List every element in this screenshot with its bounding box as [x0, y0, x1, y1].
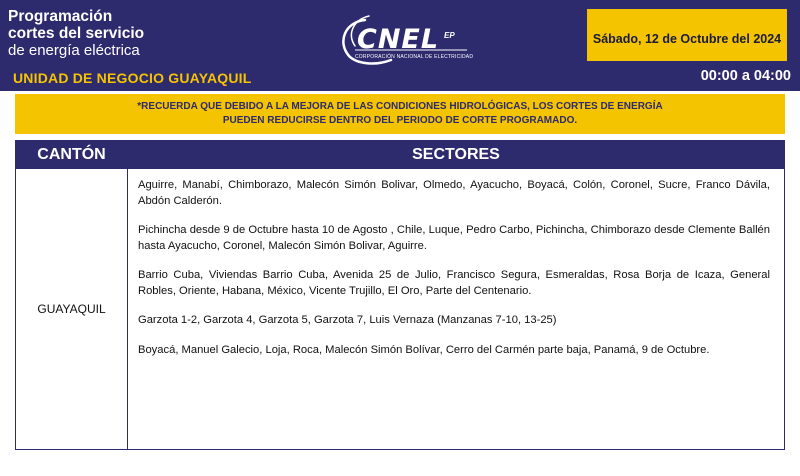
header-canton: CANTÓN: [37, 146, 106, 163]
cnel-logo: [335, 12, 475, 72]
sectores-cell: [138, 178, 770, 372]
notice-banner: [15, 94, 785, 134]
page-title: [8, 8, 144, 59]
business-unit-label: UNIDAD DE NEGOCIO GUAYAQUIL: [13, 70, 252, 86]
canton-cell: GUAYAQUIL: [37, 302, 106, 316]
notice-line-1: *RECUERDA QUE DEBIDO A LA MEJORA DE LAS CONDICIONES HIDROLÓGICAS, LOS CORTES DE ENERGÍA: [137, 101, 663, 112]
logo-suffix-text: EP: [444, 31, 455, 40]
logo-brand-text: CNEL: [357, 24, 440, 55]
table-header-row: [16, 141, 784, 169]
sector-list-item: Pichincha desde 9 de Octubre hasta 10 de Agosto , Chile, Luque, Pedro Carbo, Pichincha, Chimborazo desde Clemente Ballén hasta Ayacucho, Coronel, Malecón Simón Bolivar, Aguirre.: [138, 224, 770, 252]
sector-list-item: Garzota 1-2, Garzota 4, Garzota 5, Garzota 7, Luis Vernaza (Manzanas 7-10, 13-25): [138, 314, 557, 326]
logo-subtitle: CORPORACIÓN NACIONAL DE ELECTRICIDAD: [355, 54, 474, 60]
header-sectores: SECTORES: [412, 146, 500, 163]
notice-line-2: PUEDEN REDUCIRSE DENTRO DEL PERIODO DE CORTE PROGRAMADO.: [222, 115, 578, 126]
title-line-3: de energía eléctrica: [8, 42, 140, 59]
sector-list-item: Aguirre, Manabí, Chimborazo, Malecón Simón Bolivar, Olmedo, Ayacucho, Boyacá, Colón, Coronel, Sucre, Franco Dávila, Abdón Calderón.: [138, 179, 770, 207]
sector-list-item: Boyacá, Manuel Galecio, Loja, Roca, Malecón Simón Bolívar, Cerro del Carmén parte baja, Panamá, 9 de Octubre.: [138, 343, 710, 356]
title-line-2: cortes del servicio: [8, 25, 145, 42]
time-range: 00:00 a 04:00: [700, 68, 791, 84]
date-badge: Sábado, 12 de Octubre del 2024: [587, 9, 787, 61]
schedule-table: [15, 140, 785, 450]
header-banner: [0, 0, 800, 91]
sector-list-item: Barrio Cuba, Viviendas Barrio Cuba, Avenida 25 de Julio, Francisco Segura, Esmeraldas, Rosa Borja de Icaza, General Robles, Oriente, Habana, México, Vicente Trujillo, El Oro, Parte del Centenario.: [138, 269, 770, 297]
column-divider: [127, 141, 128, 449]
title-line-1: Programación: [8, 8, 113, 25]
